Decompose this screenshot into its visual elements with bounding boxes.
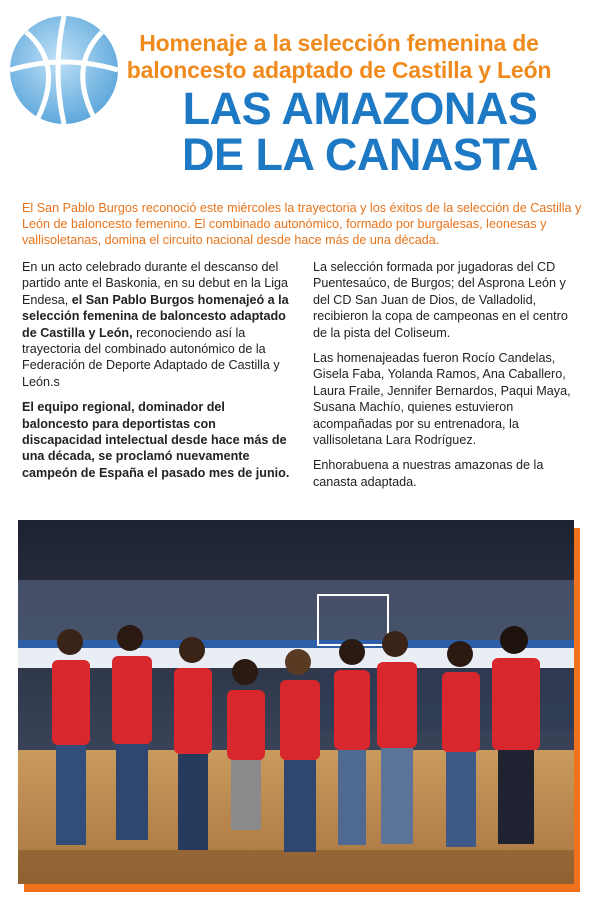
subtitle-line-2: baloncesto adaptado de Castilla y León bbox=[126, 57, 552, 83]
players-group bbox=[52, 625, 540, 852]
subtitle-line-1: Homenaje a la selección femenina de bbox=[139, 30, 539, 56]
team-photo-frame bbox=[18, 520, 578, 890]
left-p1-bold: el San Pablo Burgos homenajeó a la selección femenina de baloncesto adaptado de Castilla y León, bbox=[22, 292, 289, 340]
headline-line-2: DE LA CANASTA bbox=[182, 129, 538, 180]
body-column-left bbox=[22, 259, 294, 490]
headline-line-1: LAS AMAZONAS bbox=[182, 83, 538, 134]
left-paragraph-2: El equipo regional, dominador del baloncesto para deportistas con discapacidad intelectual desde hace más de una década, se proclamó nuevamente campeón de España el pasado mes de junio. bbox=[22, 400, 290, 480]
body-column-right bbox=[313, 259, 583, 499]
left-p1-end: reconociendo así la trayectoria del combinado autonómico de la Federación de Deporte Adaptado de Castilla y León.s bbox=[22, 325, 280, 389]
article-subtitle bbox=[88, 30, 590, 84]
article-headline bbox=[130, 83, 590, 180]
right-paragraph-2: Las homenajeadas fueron Rocío Candelas, Gisela Faba, Yolanda Ramos, Ana Caballero, Laura Fraile, Jennifer Bernardos, Paqui Maya, Susana Machío, quienes estuvieron acompañadas por su entrenadora, la vallisoletana Lara Rodríguez. bbox=[313, 351, 571, 448]
right-paragraph-3: Enhorabuena a nuestras amazonas de la canasta adaptada. bbox=[313, 458, 544, 489]
left-p1-intro: En un acto celebrado durante el descanso del partido ante el Baskonia, en su debut en la Liga Endesa, bbox=[22, 260, 289, 307]
team-photo bbox=[18, 520, 574, 884]
lead-paragraph: El San Pablo Burgos reconoció este miércoles la trayectoria y los éxitos de la selección de Castilla y León de baloncesto femenino. El combinado autonómico, formado por burgalesas, leonesas y vallisoletanas, domina el circuito nacional desde hace más de una década. bbox=[22, 201, 582, 247]
right-paragraph-1: La selección formada por jugadoras del CD Puentesaúco, de Burgos; del Asprona León y del CD San Juan de Dios, de Valladolid, recibieron la copa de campeonas en el centro de la pista del Coliseum. bbox=[313, 260, 568, 340]
left-paragraph-1 bbox=[22, 259, 294, 390]
